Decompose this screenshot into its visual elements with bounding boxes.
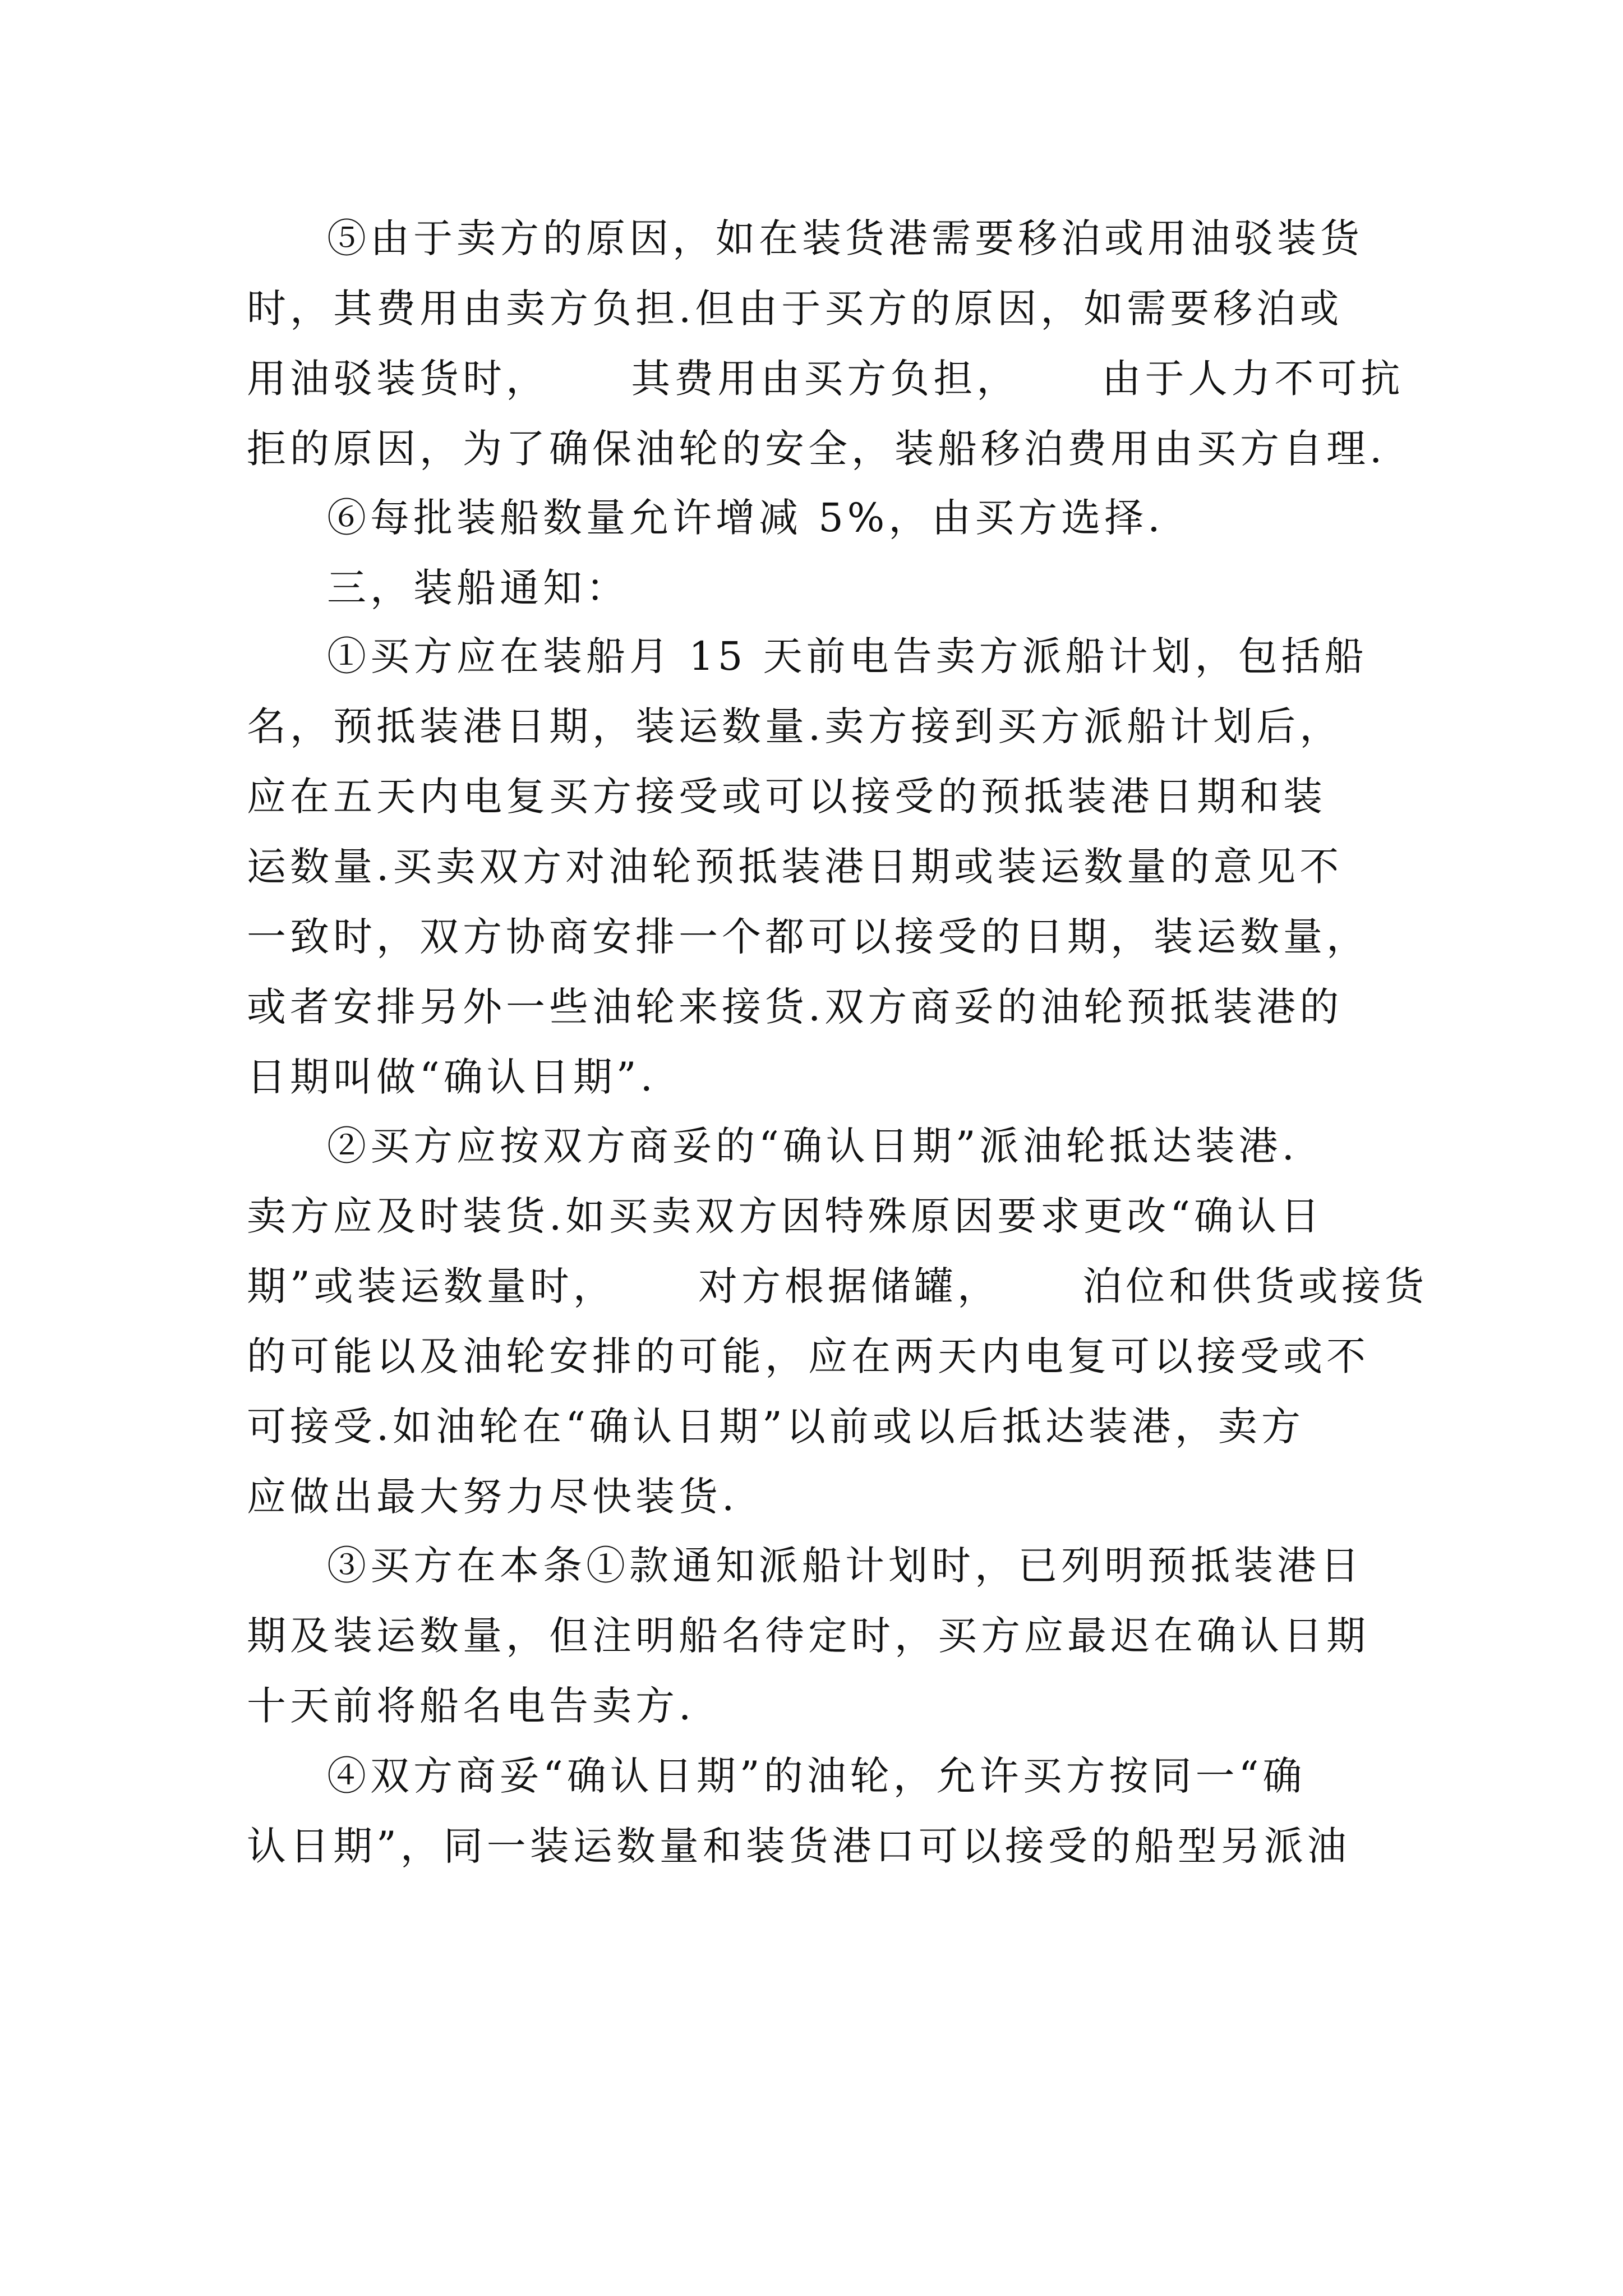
paragraph-item-1-line-2: 名，预抵装港日期，装运数量.卖方接到买方派船计划后， [247, 703, 1343, 749]
paragraph-item-3-line-3: 十天前将船名电告卖方. [247, 1683, 695, 1729]
paragraph-item-2-line-6: 应做出最大努力尽快装货. [247, 1474, 739, 1520]
paragraph-item-3-line-1: ③买方在本条①款通知派船计划时，已列明预抵装港日 [327, 1543, 1363, 1589]
paragraph-item-1-line-3: 应在五天内电复买方接受或可以接受的预抵装港日期和装 [247, 774, 1326, 820]
paragraph-item-1-line-4: 运数量.买卖双方对油轮预抵装港日期或装运数量的意见不 [247, 844, 1343, 890]
section-heading-shipping-notice: 三，装船通知： [327, 565, 629, 611]
paragraph-item-5-line-2: 时，其费用由卖方负担.但由于买方的原因，如需要移泊或 [247, 286, 1343, 332]
paragraph-item-1-line-5: 一致时，双方协商安排一个都可以接受的日期，装运数量， [247, 914, 1370, 960]
paragraph-item-2-line-2: 卖方应及时装货.如买卖双方因特殊原因要求更改“确认日 [247, 1193, 1324, 1239]
paragraph-item-2-line-5: 可接受.如油轮在“确认日期”以前或以后抵达装港，卖方 [247, 1404, 1304, 1450]
paragraph-item-2-line-4: 的可能以及油轮安排的可能，应在两天内电复可以接受或不 [247, 1333, 1370, 1379]
paragraph-item-2-line-3: 期”或装运数量时， 对方根据储罐， 泊位和供货或接货 [247, 1263, 1428, 1309]
paragraph-item-4-line-2: 认日期”，同一装运数量和装货港口可以接受的船型另派油 [247, 1823, 1350, 1869]
paragraph-item-6-line-1: ⑥每批装船数量允许增减 5%，由买方选择. [327, 495, 1164, 541]
paragraph-item-3-line-2: 期及装运数量，但注明船名待定时，买方应最迟在确认日期 [247, 1613, 1370, 1659]
paragraph-item-4-line-1: ④双方商妥“确认日期”的油轮，允许买方按同一“确 [327, 1753, 1306, 1799]
paragraph-item-2-line-1: ②买方应按双方商妥的“确认日期”派油轮抵达装港. [327, 1123, 1298, 1169]
paragraph-item-5-line-3: 用油驳装货时， 其费用由买方负担， 由于人力不可抗 [247, 356, 1404, 402]
paragraph-item-1-line-7: 日期叫做“确认日期”. [247, 1054, 657, 1100]
paragraph-item-5-line-1: ⑤由于卖方的原因，如在装货港需要移泊或用油驳装货 [327, 215, 1363, 261]
paragraph-item-1-line-1: ①买方应在装船月 15 天前电告卖方派船计划，包括船 [327, 633, 1368, 679]
paragraph-item-1-line-6: 或者安排另外一些油轮来接货.双方商妥的油轮预抵装港的 [247, 984, 1343, 1030]
paragraph-item-5-line-4: 拒的原因，为了确保油轮的安全，装船移泊费用由买方自理. [247, 426, 1386, 472]
